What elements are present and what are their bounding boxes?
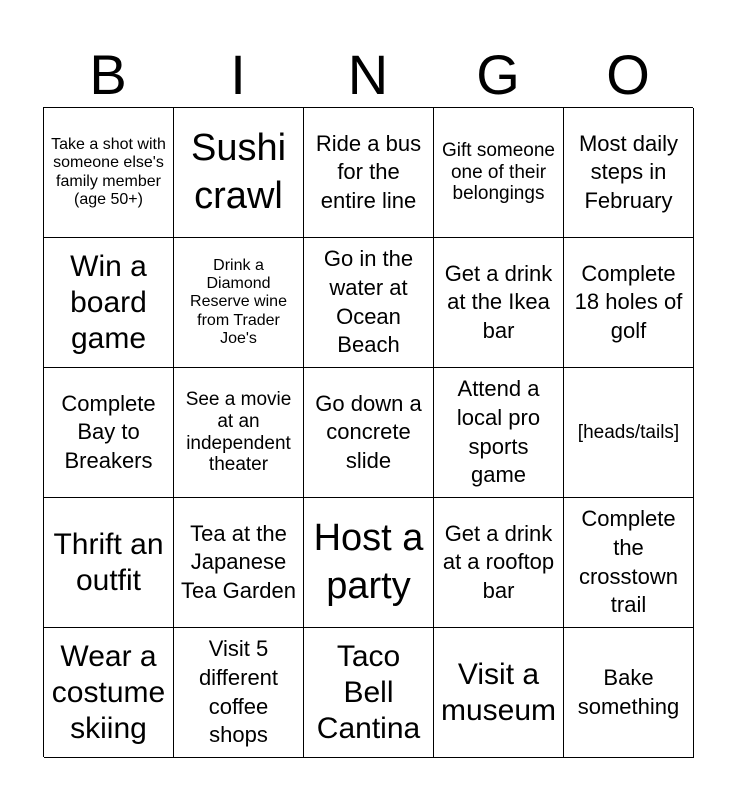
- bingo-cell[interactable]: Host a party: [304, 498, 434, 628]
- bingo-cell[interactable]: Go down a concrete slide: [304, 368, 434, 498]
- bingo-cell[interactable]: Gift someone one of their belongings: [434, 108, 564, 238]
- bingo-cell[interactable]: Visit 5 different coffee shops: [174, 628, 304, 758]
- bingo-cell[interactable]: Sushi crawl: [174, 108, 304, 238]
- bingo-cell[interactable]: Most daily steps in February: [564, 108, 694, 238]
- bingo-cell[interactable]: Take a shot with someone else's family member (age 50+): [44, 108, 174, 238]
- bingo-cell[interactable]: Visit a museum: [434, 628, 564, 758]
- bingo-header: [43, 42, 693, 108]
- bingo-cell[interactable]: Complete Bay to Breakers: [44, 368, 174, 498]
- bingo-cell[interactable]: Thrift an outfit: [44, 498, 174, 628]
- header-letter-o: O: [606, 43, 650, 106]
- bingo-cell[interactable]: Taco Bell Cantina: [304, 628, 434, 758]
- bingo-cell[interactable]: Wear a costume skiing: [44, 628, 174, 758]
- bingo-grid: [43, 107, 693, 757]
- bingo-cell[interactable]: Get a drink at a rooftop bar: [434, 498, 564, 628]
- bingo-cell[interactable]: [heads/tails]: [564, 368, 694, 498]
- bingo-cell[interactable]: Win a board game: [44, 238, 174, 368]
- bingo-cell[interactable]: Bake something: [564, 628, 694, 758]
- bingo-cell[interactable]: Tea at the Japanese Tea Garden: [174, 498, 304, 628]
- bingo-cell[interactable]: Complete 18 holes of golf: [564, 238, 694, 368]
- bingo-cell[interactable]: Drink a Diamond Reserve wine from Trader Joe's: [174, 238, 304, 368]
- bingo-cell[interactable]: Go in the water at Ocean Beach: [304, 238, 434, 368]
- header-letter-g: G: [476, 43, 520, 106]
- header-letter-b: B: [89, 43, 127, 106]
- header-letter-i: I: [230, 43, 246, 106]
- header-letter-n: N: [347, 43, 389, 106]
- bingo-cell[interactable]: Ride a bus for the entire line: [304, 108, 434, 238]
- bingo-cell[interactable]: Attend a local pro sports game: [434, 368, 564, 498]
- bingo-cell[interactable]: Complete the crosstown trail: [564, 498, 694, 628]
- bingo-cell[interactable]: Get a drink at the Ikea bar: [434, 238, 564, 368]
- bingo-cell[interactable]: See a movie at an independent theater: [174, 368, 304, 498]
